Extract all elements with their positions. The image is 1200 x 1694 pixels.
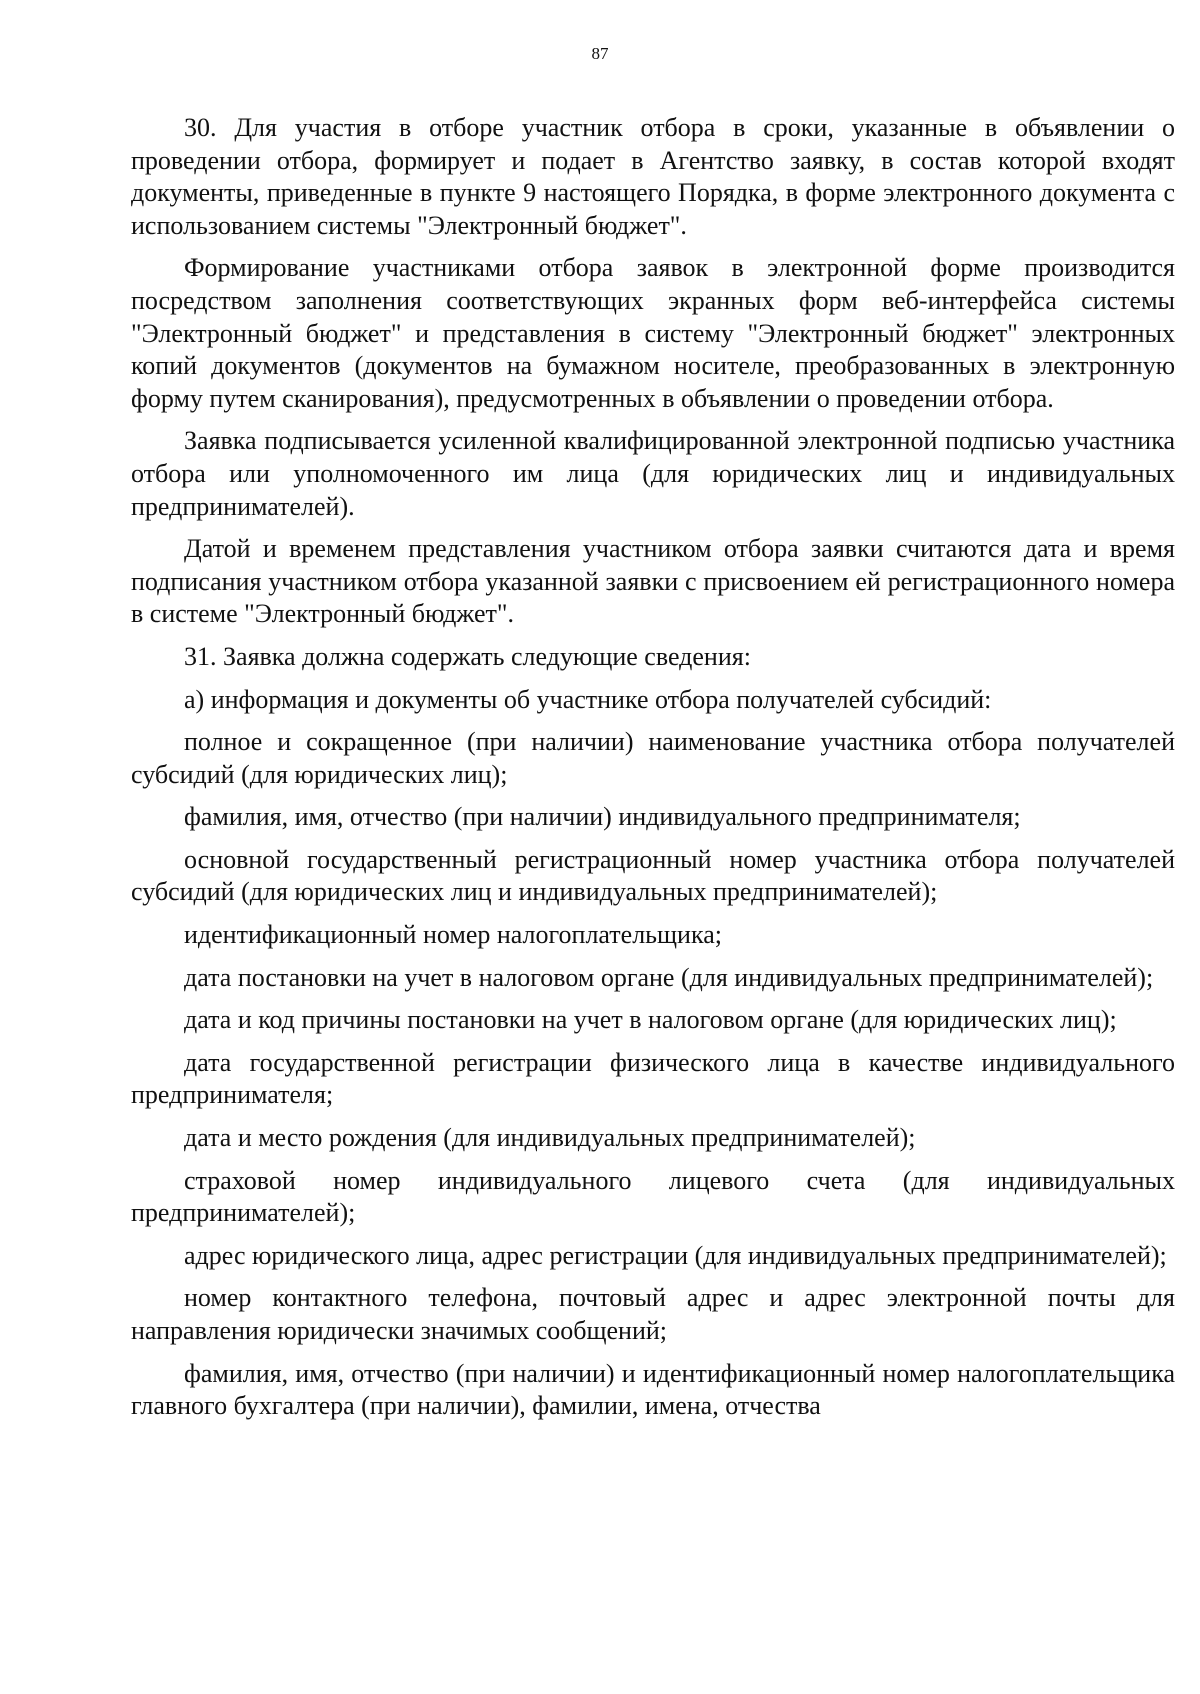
document-body: [131, 112, 1175, 1423]
paragraph-full-name: полное и сокращенное (при наличии) наименование участника отбора получателей субсидий (для юридических лиц);: [131, 727, 1175, 789]
page-number: 87: [591, 44, 609, 63]
paragraph-chief-accountant: фамилия, имя, отчество (при наличии) и идентификационный номер налогоплательщика главного бухгалтера (при наличии), фамилии, имена, отчества: [131, 1358, 1175, 1421]
paragraph-submission-date: Датой и временем представления участником отбора заявки считаются дата и время подписания участником отбора указанной заявки с присвоением ей регистрационного номера в системе "Электронный бюджет".: [131, 534, 1175, 629]
paragraph-inn: идентификационный номер налогоплательщика;: [184, 920, 722, 950]
paragraph-address: адрес юридического лица, адрес регистрации (для индивидуальных предпринимателей);: [184, 1240, 1167, 1270]
paragraph-entrepreneur-name: фамилия, имя, отчество (при наличии) индивидуального предпринимателя;: [184, 802, 1021, 832]
paragraph-tax-registration-date: дата постановки на учет в налоговом органе (для индивидуальных предпринимателей);: [184, 962, 1154, 992]
paragraph-signature: Заявка подписывается усиленной квалифицированной электронной подписью участника отбора или уполномоченного им лица (для юридических лиц и индивидуальных предпринимателей).: [131, 426, 1175, 521]
paragraph-31-contents: 31. Заявка должна содержать следующие сведения:: [184, 641, 751, 671]
paragraph-state-registration: дата государственной регистрации физического лица в качестве индивидуального предпринимателя;: [131, 1047, 1175, 1110]
paragraph-birth-date-place: дата и место рождения (для индивидуальных предпринимателей);: [184, 1123, 916, 1153]
paragraph-kpp: дата и код причины постановки на учет в налоговом органе (для юридических лиц);: [184, 1005, 1117, 1035]
paragraph-item-a: а) информация и документы об участнике отбора получателей субсидий:: [184, 684, 992, 714]
paragraph-electronic-form: Формирование участниками отбора заявок в электронной форме производится посредством заполнения соответствующих экранных форм веб-интерфейса системы "Электронный бюджет" и представления в систему "Электронный бюджет" электронных копий документов (документов на бумажном носителе, преобразованных в электронную форму путем сканирования), предусмотренных в объявлении о проведении отбора.: [131, 253, 1175, 413]
paragraph-ogrn: основной государственный регистрационный номер участника отбора получателей субсидий (для юридических лиц и индивидуальных предпринимателей);: [131, 844, 1175, 907]
paragraph-30-application: 30. Для участия в отборе участник отбора в сроки, указанные в объявлении о проведении отбора, формирует и подает в Агентство заявку, в состав которой входят документы, приведенные в пункте 9 настоящего Порядка, в форме электронного документа с использованием системы "Электронный бюджет".: [131, 113, 1175, 240]
paragraph-snils: страховой номер индивидуального лицевого счета (для индивидуальных предпринимателей);: [131, 1165, 1175, 1228]
paragraph-contacts: номер контактного телефона, почтовый адрес и адрес электронной почты для направления юридически значимых сообщений;: [131, 1283, 1175, 1345]
